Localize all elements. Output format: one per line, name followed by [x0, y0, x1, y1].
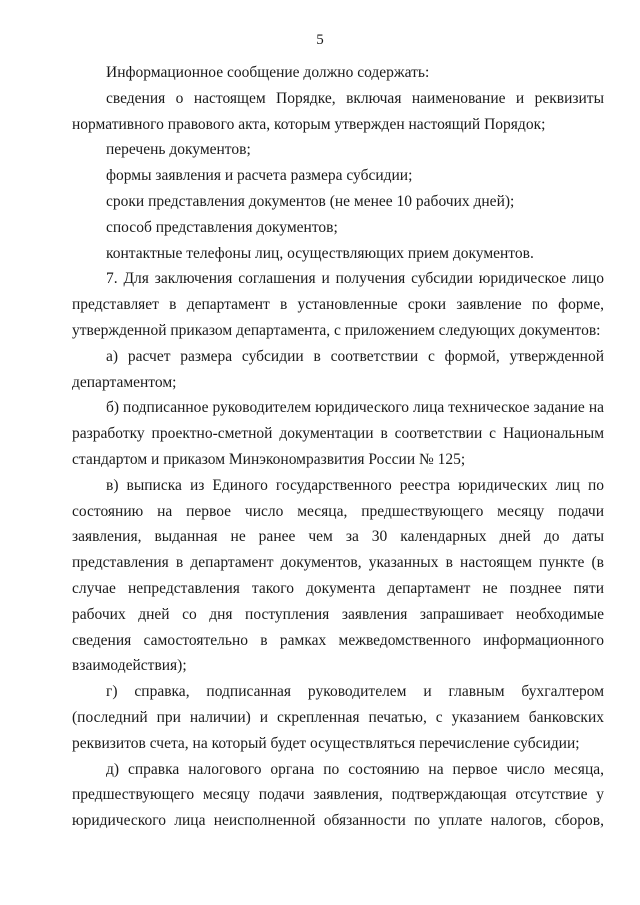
paragraph-info-order: сведения о настоящем Порядке, включая наименование и реквизиты нормативного правового акта, которым утвержден настоящий Порядок;	[72, 89, 604, 133]
paragraph-subitem-a: а) расчет размера субсидии в соответствии с формой, утвержденной департаментом;	[72, 347, 604, 391]
paragraph-subitem-b: б) подписанное руководителем юридического лица техническое задание на разработку проектно-сметной документации в соответствии с Национальным стандартом и приказом Минэкономразвития России № 125;	[72, 399, 604, 468]
paragraph-info-method: способ представления документов;	[106, 218, 338, 236]
paragraph-subitem-d: д) справка налогового органа по состоянию на первое число месяца, предшествующего месяцу подачи заявления, подтверждающая отсутствие у юридического лица неисполненной обязанности по уплате налогов, сборов,	[72, 760, 604, 830]
paragraph-info-documents: перечень документов;	[106, 141, 251, 159]
page-number: 5	[316, 32, 324, 48]
paragraph-info-contacts: контактные телефоны лиц, осуществляющих прием документов.	[106, 244, 534, 262]
paragraph-subitem-g: г) справка, подписанная руководителем и главным бухгалтером (последний при наличии) и скрепленная печатью, с указанием банковских реквизитов счета, на который будет осуществляться перечисление субсидии;	[72, 683, 604, 752]
paragraph-intro: Информационное сообщение должно содержать:	[106, 64, 430, 81]
paragraph-subitem-v: в) выписка из Единого государственного реестра юридических лиц по состоянию на первое число месяца, предшествующего месяцу подачи заявления, выданная не ранее чем за 30 календарных дней до даты представления в департамент документов, указанных в настоящем пункте (в случае непредставления такого документа департамент не позднее пяти рабочих дней со дня поступления заявления запрашивает необходимые сведения самостоятельно в рамках межведомственного информационного взаимодействия);	[72, 476, 604, 675]
paragraph-item-7: 7. Для заключения соглашения и получения субсидии юридическое лицо представляет в департамент в установленные сроки заявление по форме, утвержденной приказом департамента, с приложением следующих документов:	[72, 270, 604, 339]
paragraph-info-deadlines: сроки представления документов (не менее 10 рабочих дней);	[106, 192, 515, 210]
paragraph-info-forms: формы заявления и расчета размера субсидии;	[106, 167, 413, 185]
document-body	[72, 60, 604, 834]
